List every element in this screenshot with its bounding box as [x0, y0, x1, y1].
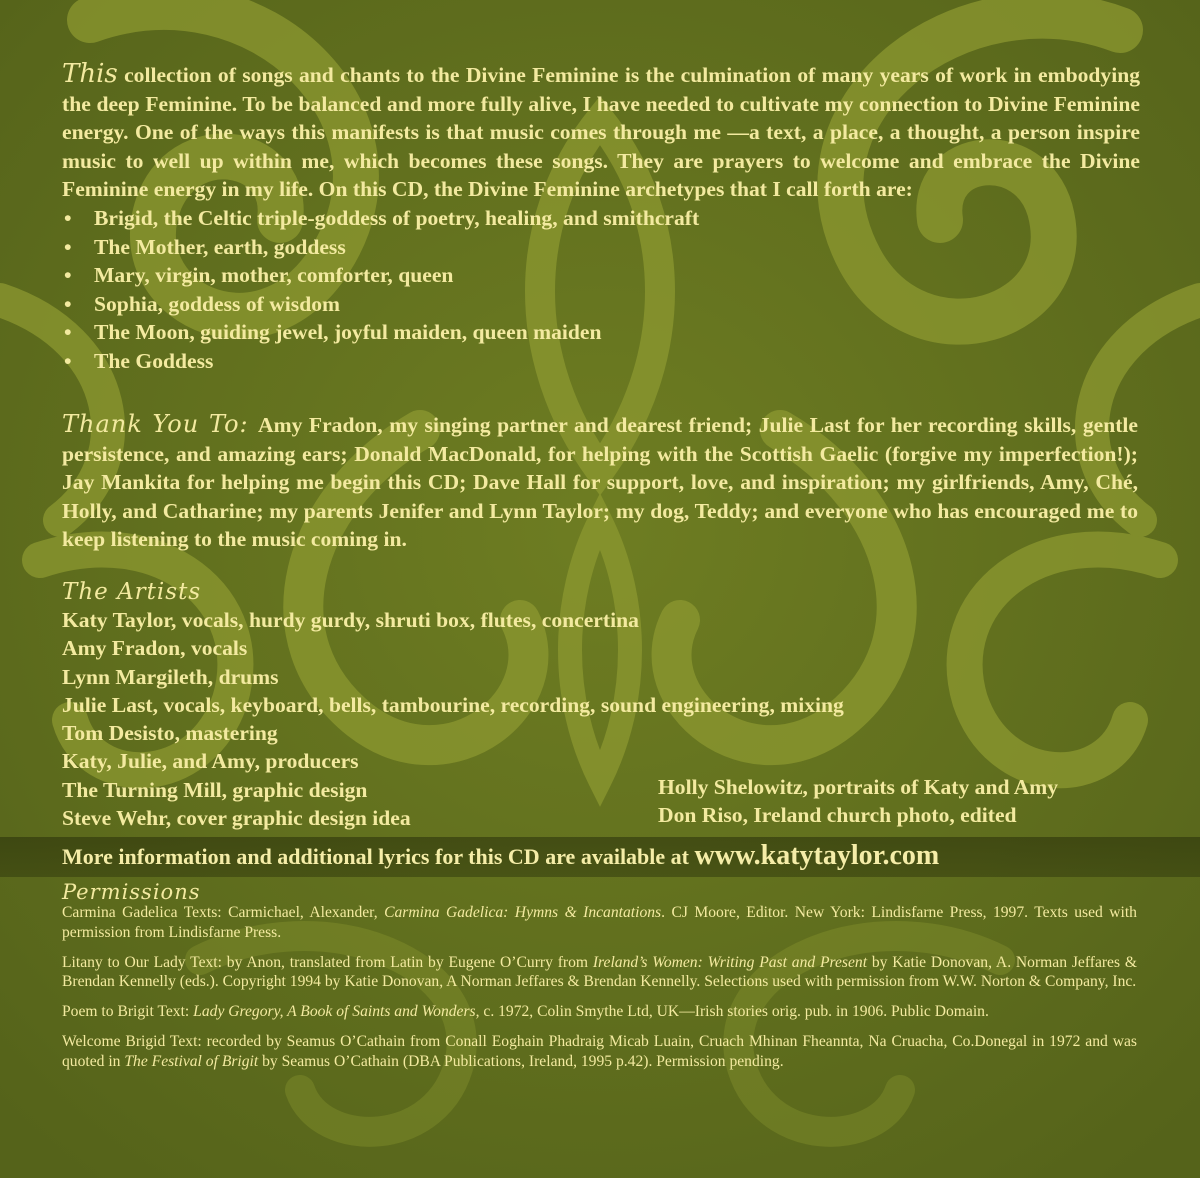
list-item: • The Moon, guiding jewel, joyful maiden, queen maiden — [62, 318, 1140, 347]
list-item: • Mary, virgin, mother, comforter, queen — [62, 261, 1140, 290]
list-item: • Brigid, the Celtic triple-goddess of poetry, healing, and smithcraft — [62, 204, 1140, 233]
intro-text: collection of songs and chants to the Divine Feminine is the culmination of many years of work in embodying the deep Feminine. To be balanced and more fully alive, I have needed to cultivate my connection to Divine Feminine energy. One of the ways this manifests is that music comes through me —a text, a place, a thought, a person inspire music to well up within me, which becomes these songs. They are prayers to welcome and embrace the Divine Feminine energy in my life. On this CD, the Divine Feminine archetypes that I call forth are: — [62, 63, 1140, 202]
more-info-line — [62, 839, 1142, 874]
bullet-icon: • — [64, 263, 72, 288]
permission-entry: Litany to Our Lady Text: by Anon, translated from Latin by Eugene O’Curry from Ireland’s Women: Writing Past and Present by Katie Donovan, A. Norman Jeffares & Brendan Kennelly (eds.). Copyright 1994 by Katie Donovan, A Norman Jeffares & Brendan Kennelly. Selections used with permission from W.W. Norton & Company, Inc. — [62, 953, 1137, 991]
list-item: Tom Desisto, mastering — [62, 721, 278, 746]
permissions-list — [62, 903, 1137, 1082]
permission-entry: Poem to Brigit Text: Lady Gregory, A Book of Saints and Wonders, c. 1972, Colin Smythe Ltd, UK—Irish stories orig. pub. in 1906. Public Domain. — [62, 1003, 989, 1021]
artists-list-right — [658, 773, 1148, 830]
list-item: Katy Taylor, vocals, hurdy gurdy, shruti box, flutes, concertina — [62, 608, 639, 632]
more-info-text: More information and additional lyrics for this CD are available at — [62, 844, 695, 869]
list-item: Steve Wehr, cover graphic design idea — [62, 806, 411, 831]
permission-entry: Welcome Brigid Text: recorded by Seamus O’Cathain from Conall Eoghain Phadraig Micab Luain, Cruach Mhinan Fheannta, Na Cruacha, Co.Donegal in 1972 and was quoted in The Festival of Brigit by Seamus O’Cathain (DBA Publications, Ireland, 1995 p.42). Permission pending. — [62, 1032, 1137, 1070]
list-item: Don Riso, Ireland church photo, edited — [658, 803, 1017, 828]
intro-paragraph — [62, 60, 1140, 376]
list-item: • The Mother, earth, goddess — [62, 233, 1140, 262]
bullet-icon: • — [64, 320, 72, 345]
artists-heading: The Artists — [62, 579, 202, 605]
bullet-icon: • — [64, 291, 72, 316]
list-item: The Turning Mill, graphic design — [62, 777, 368, 802]
list-item: • Sophia, goddess of wisdom — [62, 290, 1140, 319]
thank-you-heading: Thank You To: — [62, 410, 249, 438]
permissions-heading: Permissions — [62, 880, 201, 904]
list-item: Julie Last, vocals, keyboard, bells, tambourine, recording, sound engineering, mixing — [62, 692, 844, 717]
list-item: Katy, Julie, and Amy, producers — [62, 749, 359, 774]
archetype-list — [62, 204, 1140, 376]
bullet-icon: • — [64, 205, 72, 230]
list-item: • The Goddess — [62, 347, 1140, 376]
list-item: Holly Shelowitz, portraits of Katy and Amy — [658, 775, 1059, 799]
bullet-icon: • — [64, 234, 72, 259]
intro-first-word: This — [62, 59, 118, 89]
permission-entry: Carmina Gadelica Texts: Carmichael, Alexander, Carmina Gadelica: Hymns & Incantations. CJ Moore, Editor. New York: Lindisfarne Press, 1997. Texts used with permission from Lindisfarne Press. — [62, 904, 1137, 941]
website-link[interactable]: www.katytaylor.com — [694, 840, 940, 871]
thank-you-paragraph — [62, 410, 1138, 554]
thank-you-text: Amy Fradon, my singing partner and dearest friend; Julie Last for her recording skills, gentle persistence, and amazing ears; Donald MacDonald, for helping with the Scottish Gaelic (forgive my imperfection!); Jay Mankita for helping me begin this CD; Dave Hall for support, love, and inspiration; my girlfriends, Amy, Ché, Holly, and Catharine; my parents Jenifer and Lynn Taylor; my dog, Teddy; and everyone who has encouraged me to keep listening to the music coming in. — [62, 413, 1139, 552]
list-item: Lynn Margileth, drums — [62, 664, 279, 689]
bullet-icon: • — [64, 348, 72, 373]
list-item: Amy Fradon, vocals — [62, 636, 248, 661]
